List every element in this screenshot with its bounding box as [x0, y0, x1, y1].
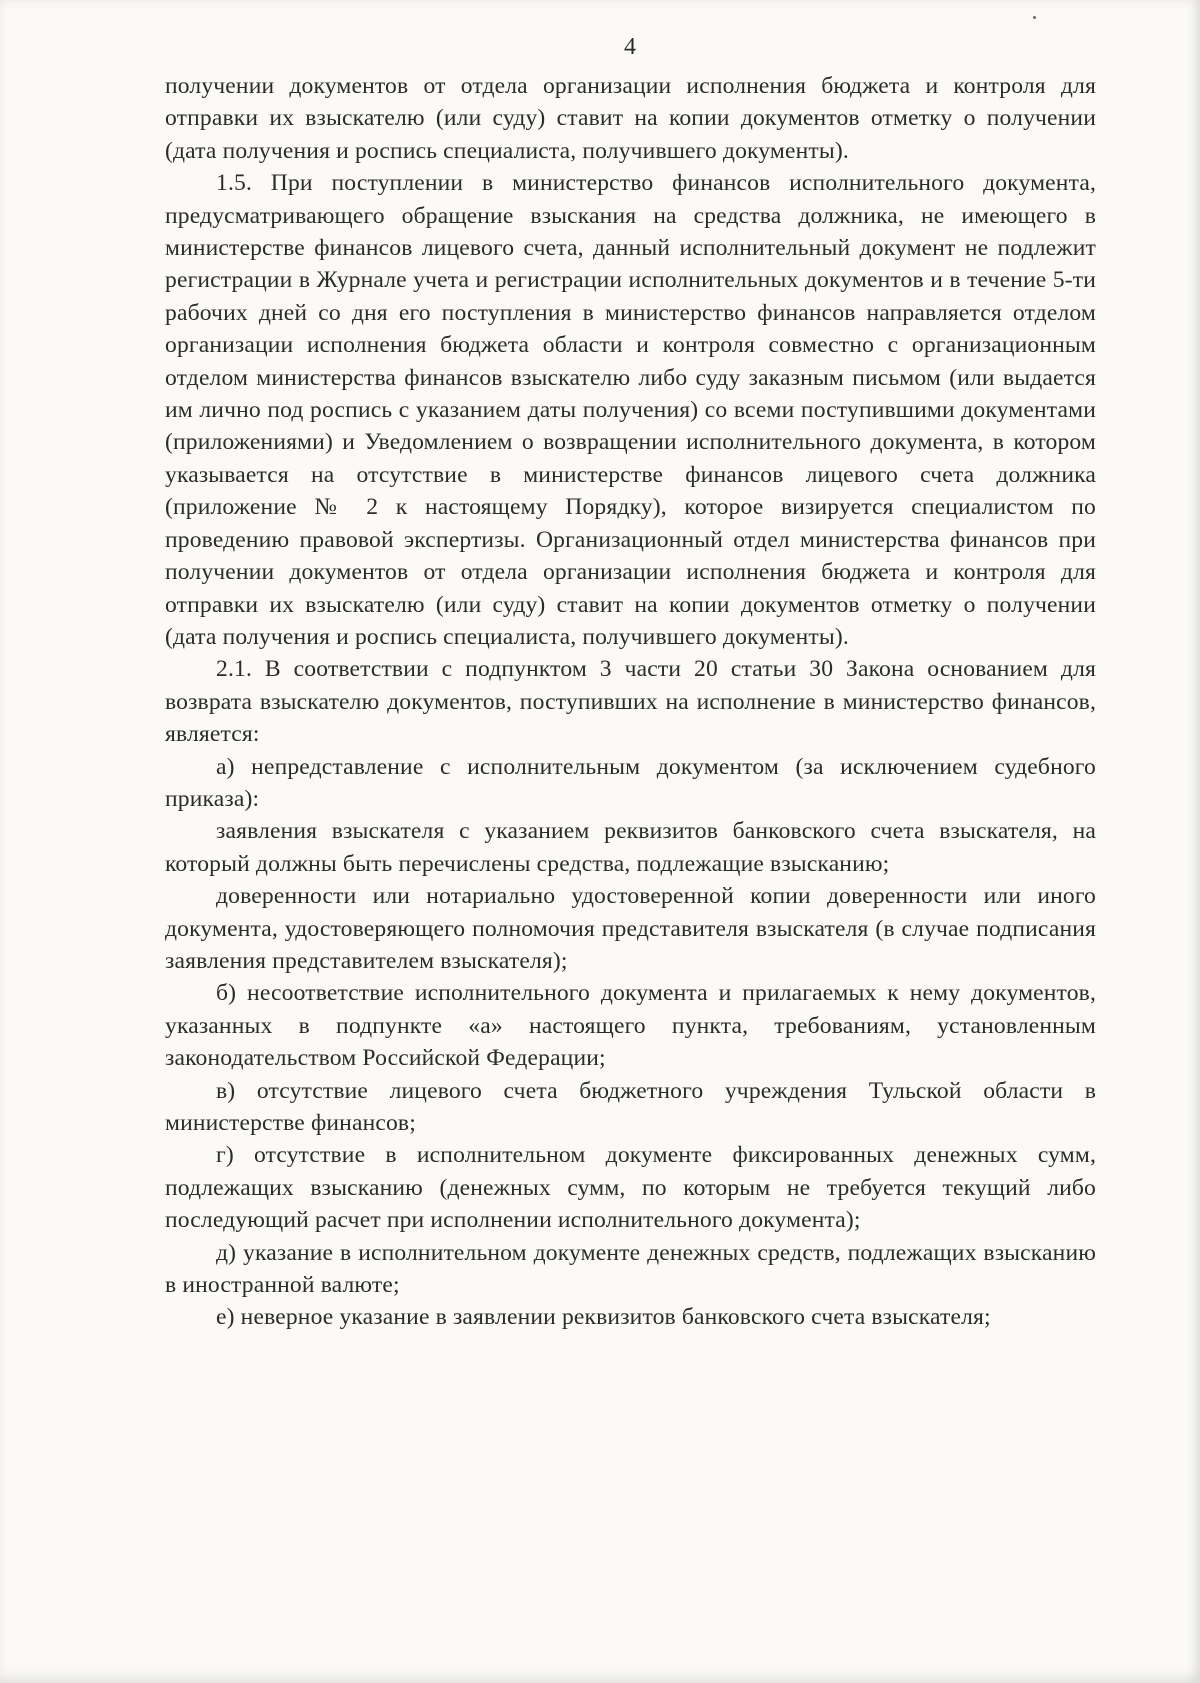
paragraph-2-1: 2.1. В соответствии с подпунктом 3 части 20 статьи 30 Закона основанием для возврата взыскателю документов, поступивших на исполнение в министерство финансов, является:: [165, 656, 1096, 748]
paragraph-power-of-attorney: доверенности или нотариально удостоверенной копии доверенности или иного документа, удостоверяющего полномочия представителя взыскателя (в случае подписания заявления представителем взыскателя);: [165, 883, 1096, 974]
paragraph-1-5: 1.5. При поступлении в министерство финансов исполнительного документа, предусматривающего обращение взыскания на средства должника, не имеющего в министерстве финансов лицевого счета, данный исполнительный документ не подлежит регистрации в Журнале учета и регистрации исполнительных документов и в течение 5-ти рабочих дней со дня его поступления в министерство финансов направляется отделом организации исполнения бюджета области и контроля совместно с организационным отделом министерства финансов взыскателю либо суду заказным письмом (или выдается им лично под роспись с указанием даты получения) со всеми поступившими документами (приложениями) и Уведомлением о возвращении исполнительного документа, в котором указывается на отсутствие в министерстве финансов лицевого счета должника (приложение № 2 к настоящему Порядку), которое визируется специалистом по проведению правовой экспертизы. Организационный отдел министерства финансов при получении документов от отдела организации исполнения бюджета и контроля для отправки их взыскателю (или суду) ставит на копии документов отметку о получении (дата получения и роспись специалиста, получившего документы).: [165, 170, 1096, 650]
paragraph-item-e: е) неверное указание в заявлении реквизитов банковского счета взыскателя;: [216, 1304, 991, 1331]
paragraph-continuation: получении документов от отдела организации исполнения бюджета и контроля для отправки их взыскателю (или суду) ставит на копии документов отметку о получении (дата получения и роспись специалиста, получившего документы).: [165, 73, 1096, 164]
paragraph-claimant-statement: заявления взыскателя с указанием реквизитов банковского счета взыскателя, на который должны быть перечислены средства, подлежащие взысканию;: [165, 818, 1096, 877]
paragraph-item-g: г) отсутствие в исполнительном документе фиксированных денежных сумм, подлежащих взысканию (денежных сумм, по которым не требуется текущий либо последующий расчет при исполнении исполнительного документа);: [165, 1142, 1096, 1234]
paragraph-item-d: д) указание в исполнительном документе денежных средств, подлежащих взысканию в иностранной валюте;: [165, 1239, 1096, 1299]
paragraph-item-a: а) непредставление с исполнительным документом (за исключением судебного приказа):: [165, 753, 1096, 812]
paragraph-item-b: б) несоответствие исполнительного документа и прилагаемых к нему документов, указанных в подпункте «а» настоящего пункта, требованиям, установленным законодательством Российской Федерации;: [165, 980, 1096, 1072]
document-body: [165, 70, 1096, 1334]
page-number: 4: [624, 34, 636, 60]
scan-speck: [1033, 16, 1036, 19]
paragraph-item-v: в) отсутствие лицевого счета бюджетного учреждения Тульской области в министерстве финансов;: [165, 1077, 1096, 1136]
